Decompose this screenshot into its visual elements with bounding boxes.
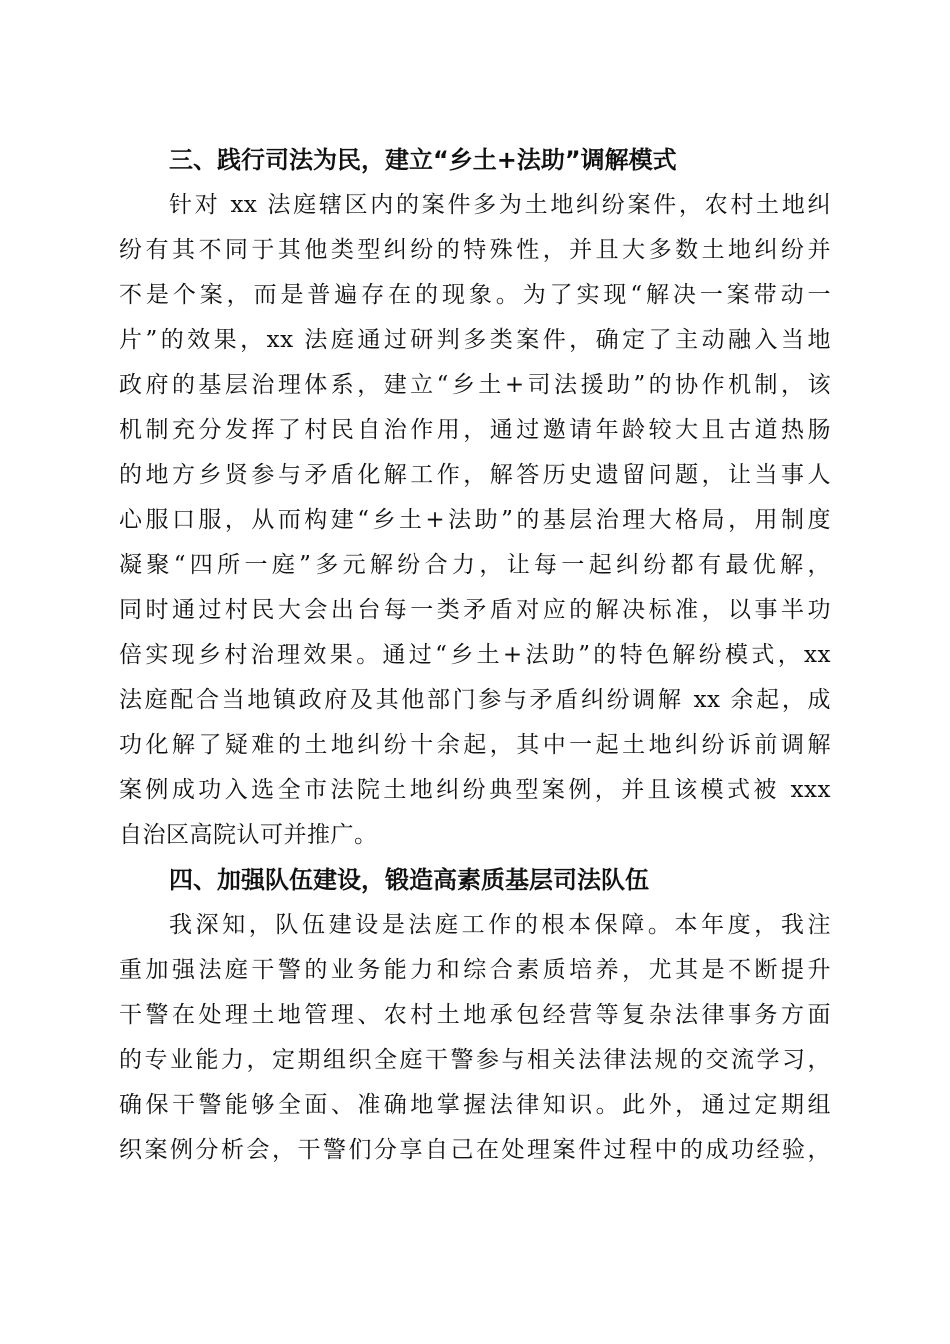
text-line: 机制充分发挥了村民自治作用，通过邀请年龄较大且古道热肠 bbox=[119, 417, 831, 443]
text-line: 纷有其不同于其他类型纠纷的特殊性，并且大多数土地纠纷并 bbox=[119, 237, 831, 263]
text-line: 我深知，队伍建设是法庭工作的根本保障。本年度，我注 bbox=[169, 912, 831, 938]
section-heading-3: 三、践行司法为民，建立“乡土+法助”调解模式 bbox=[169, 146, 677, 174]
section-heading-4: 四、加强队伍建设，锻造高素质基层司法队伍 bbox=[169, 866, 649, 894]
document-body bbox=[119, 138, 831, 1173]
text-line: 针对 xx 法庭辖区内的案件多为土地纠纷案件，农村土地纠 bbox=[169, 192, 831, 218]
text-line: 自治区高院认可并推广。 bbox=[119, 822, 378, 848]
section-4-paragraph bbox=[119, 903, 831, 1173]
text-line: 确保干警能够全面、准确地掌握法律知识。此外，通过定期组 bbox=[119, 1092, 831, 1118]
text-line: 心服口服，从而构建“乡土+法助”的基层治理大格局，用制度 bbox=[119, 507, 831, 533]
text-line: 法庭配合当地镇政府及其他部门参与矛盾纠纷调解 xx 余起，成 bbox=[119, 687, 831, 713]
section-3-paragraph bbox=[119, 183, 831, 858]
text-line: 同时通过村民大会出台每一类矛盾对应的解决标准，以事半功 bbox=[119, 597, 831, 623]
text-line: 重加强法庭干警的业务能力和综合素质培养，尤其是不断提升 bbox=[119, 957, 831, 983]
text-line: 凝聚“四所一庭”多元解纷合力，让每一起纠纷都有最优解， bbox=[119, 552, 831, 578]
text-line: 的专业能力，定期组织全庭干警参与相关法律法规的交流学习， bbox=[119, 1047, 831, 1073]
text-line: 案例成功入选全市法院土地纠纷典型案例，并且该模式被 xxx bbox=[119, 777, 831, 803]
text-line: 的地方乡贤参与矛盾化解工作，解答历史遗留问题，让当事人 bbox=[119, 462, 831, 488]
text-line: 片”的效果，xx 法庭通过研判多类案件，确定了主动融入当地 bbox=[119, 327, 831, 353]
text-line: 倍实现乡村治理效果。通过“乡土+法助”的特色解纷模式，xx bbox=[119, 642, 831, 668]
text-line: 功化解了疑难的土地纠纷十余起，其中一起土地纠纷诉前调解 bbox=[119, 732, 831, 758]
text-line: 政府的基层治理体系，建立“乡土+司法援助”的协作机制，该 bbox=[119, 372, 831, 398]
text-line: 干警在处理土地管理、农村土地承包经营等复杂法律事务方面 bbox=[119, 1002, 831, 1028]
text-line: 织案例分析会，干警们分享自己在处理案件过程中的成功经验， bbox=[119, 1137, 831, 1163]
text-line: 不是个案，而是普遍存在的现象。为了实现“解决一案带动一 bbox=[119, 282, 831, 308]
